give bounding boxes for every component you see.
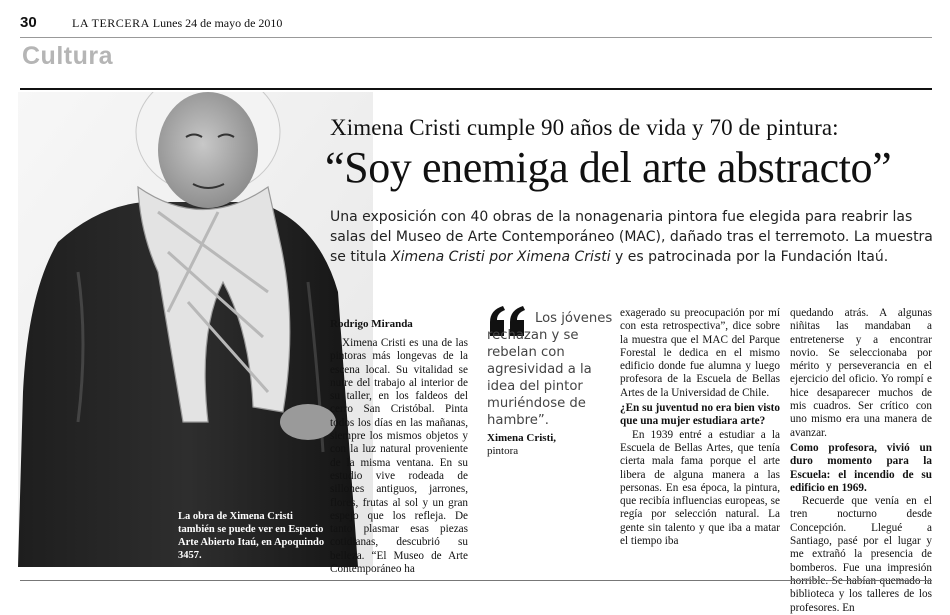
body-column-1 <box>330 337 468 576</box>
publication-dateline <box>72 16 282 31</box>
page-number: 30 <box>20 14 37 31</box>
body-paragraph: quedando atrás. A algunas niñitas las mandaban a entretenerse y a encontrar novio. Se seleccionaba por mérito y perseverancia en el ejercicio del oficio. Yo rompí e hice desaparecer muchos de mis cuadros. Ser crítico con uno mismo era una manera de avanzar. <box>790 307 932 439</box>
section-rule <box>20 88 932 90</box>
body-column-4 <box>790 307 932 615</box>
photo-caption: La obra de Ximena Cristi también se puede ver en Espacio Arte Abierto Itaú, en Apoquindo 3457. <box>178 511 325 561</box>
publication-date: Lunes 24 de mayo de 2010 <box>152 16 283 30</box>
portrait-photo <box>18 92 373 567</box>
byline: Rodrigo Miranda <box>330 318 413 330</box>
deck <box>330 207 935 267</box>
publication-name: LA TERCERA <box>72 16 150 30</box>
portrait-illustration <box>18 92 373 567</box>
deck-text-end: y es patrocinada por la Fundación Itaú. <box>610 249 889 265</box>
exhibition-title: Ximena Cristi por Ximena Cristi <box>391 249 611 265</box>
body-paragraph: Recuerde que venía en el tren nocturno desde Concepción. Llegué a Santiago, pasé por el lugar y me extrañó la presencia de bomberos. Fue una impresión biblioteca y los talleres de los profesores. En <box>790 495 932 614</box>
body-paragraph: En 1939 entré a estudiar a la Escuela de Bellas Artes, que tenía cierta mala fama porque el arte libera de alguna manera a las personas. En esa época, la pintura, que recibía influencias europeas, se regía por selección natural. La gente sin talento y que iba a matar el tiempo iba <box>620 428 780 548</box>
headline: “Soy enemiga del arte abstracto” <box>325 143 892 192</box>
kicker: Ximena Cristi cumple 90 años de vida y 70 de pintura: <box>330 115 839 140</box>
pull-quote-role: pintora <box>487 445 519 457</box>
pull-quote-author: Ximena Cristi, <box>487 432 557 444</box>
body-paragraph: Ximena Cristi es una de las pintoras más longevas de la escena local. Su vitalidad se nutre del trabajo al interior de su taller, en los faldeos del cerro San Cristóbal. Pinta todos los días en las mañanas, siempre los mismos objetos y con la luz natural proveniente de la misma ventana. En su estudio vive rodeada de sillones antiguos, jarrones, flores, frutas al sol y un gran espejo que los refleja. De tanto plasmar esas piezas cotidianas, descubrió su belleza. “El Museo de Arte Contemporáneo ha <box>330 337 468 576</box>
deck-text: Una exposición con 40 obras de la nonagenaria pintora fue elegida para reabrir las salas del Museo de Arte Contemporáneo (MAC), dañado tras el terremoto. La muestra se titula <box>330 209 933 265</box>
section-title: Cultura <box>22 42 113 70</box>
footer-rule <box>20 580 932 581</box>
interview-question: ¿En su juventud no era bien visto que una mujer estudiara arte? <box>620 402 780 428</box>
body-column-3 <box>620 307 780 548</box>
body-paragraph: exagerado su preocupación por mí con esta retrospectiva”, dice sobre la muestra que el MAC del Parque Forestal le dedica en el mismo edificio donde fue alumna y luego profesora de la Escuela de Bellas Artes de la Universidad de Chile. <box>620 307 780 399</box>
pull-quote-attribution <box>487 432 556 458</box>
header-rule <box>20 37 932 38</box>
pull-quote: Los jóvenes rechazan y se rebelan con agresividad a la idea del pintor muriéndose de hambre”. <box>487 311 613 428</box>
interview-question: Como profesora, vivió un duro momento para la Escuela: el incendio de su edificio en 1969. <box>790 441 932 494</box>
